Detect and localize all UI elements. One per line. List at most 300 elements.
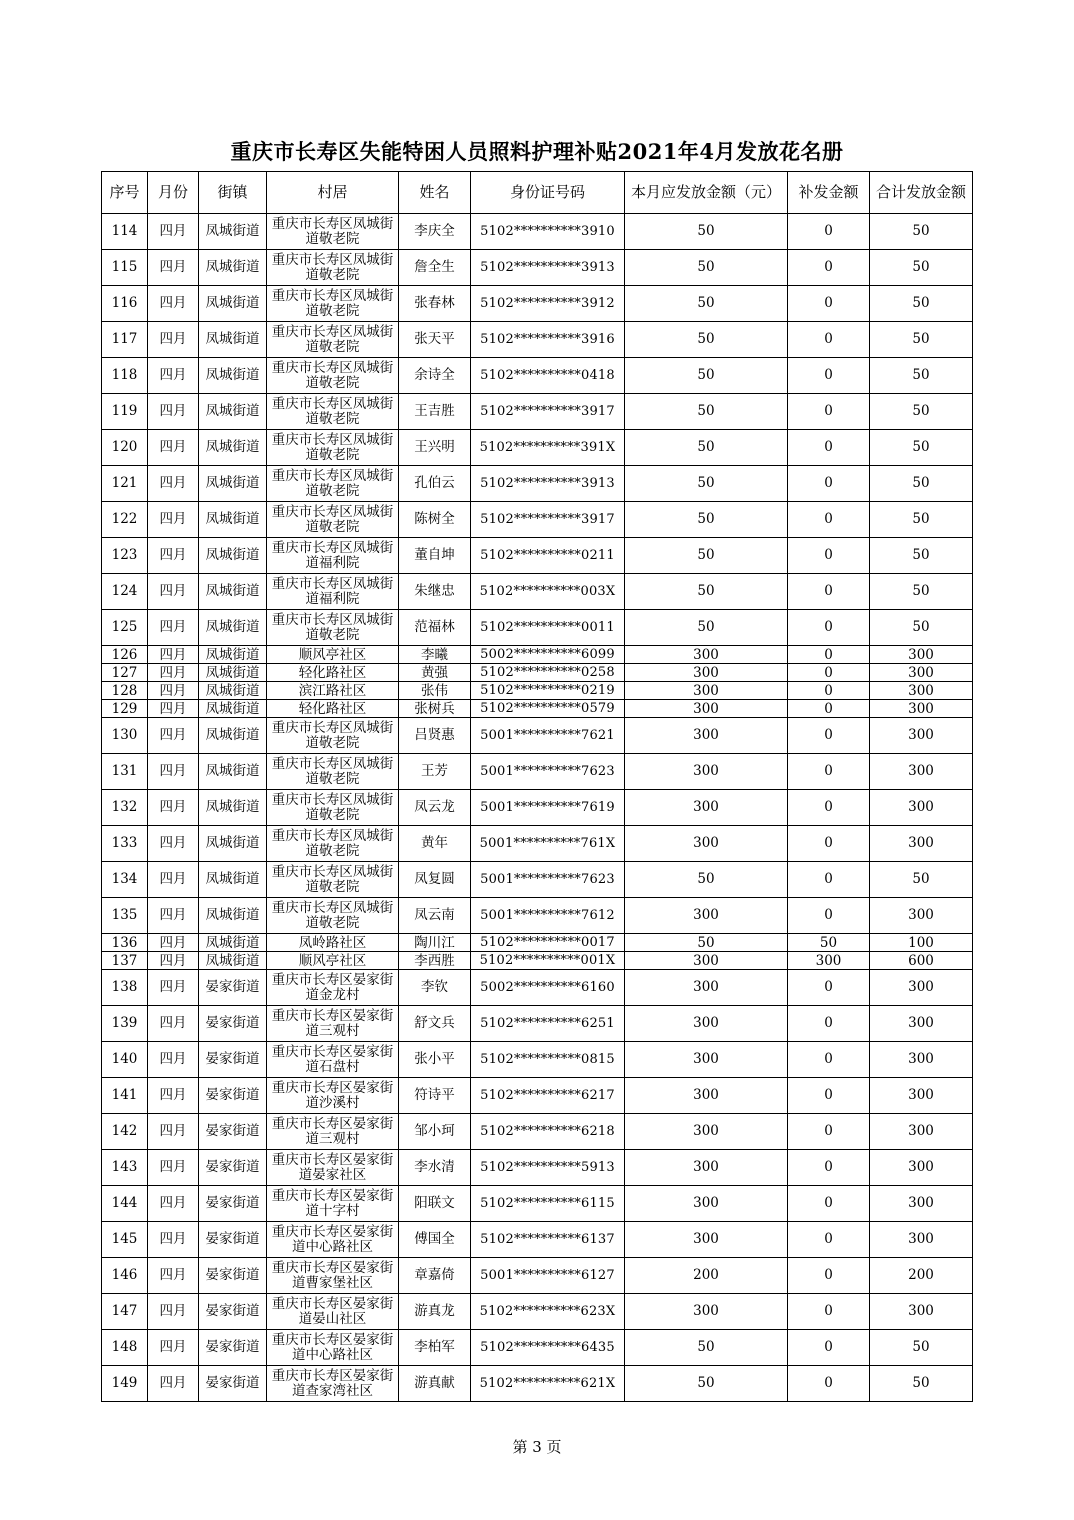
cell-index: 133 [102, 826, 148, 862]
cell-id-number: 5102**********6137 [471, 1222, 625, 1258]
cell-id-number: 5102**********5913 [471, 1150, 625, 1186]
cell-monthly-amount: 50 [625, 502, 788, 538]
cell-street: 凤城街道 [199, 934, 267, 952]
cell-street: 凤城街道 [199, 214, 267, 250]
table-row [102, 1006, 973, 1042]
cell-village: 重庆市长寿区凤城街道敬老院 [267, 790, 399, 826]
cell-village: 重庆市长寿区凤城街道敬老院 [267, 610, 399, 646]
cell-back-pay: 50 [788, 934, 870, 952]
cell-monthly-amount: 300 [625, 970, 788, 1006]
table-row [102, 322, 973, 358]
cell-street: 凤城街道 [199, 682, 267, 700]
cell-total: 200 [870, 1258, 973, 1294]
cell-village: 重庆市长寿区晏家街道曹家堡社区 [267, 1258, 399, 1294]
cell-id-number: 5102**********6115 [471, 1186, 625, 1222]
cell-index: 134 [102, 862, 148, 898]
cell-back-pay: 0 [788, 322, 870, 358]
cell-village: 顺风亭社区 [267, 952, 399, 970]
cell-monthly-amount: 50 [625, 1366, 788, 1402]
cell-back-pay: 0 [788, 610, 870, 646]
cell-index: 141 [102, 1078, 148, 1114]
cell-index: 127 [102, 664, 148, 682]
cell-name: 吕贤惠 [399, 718, 471, 754]
cell-monthly-amount: 300 [625, 1078, 788, 1114]
cell-total: 300 [870, 1006, 973, 1042]
cell-name: 朱继忠 [399, 574, 471, 610]
cell-month: 四月 [148, 610, 199, 646]
cell-id-number: 5102**********3912 [471, 286, 625, 322]
table-row [102, 1150, 973, 1186]
cell-back-pay: 0 [788, 1150, 870, 1186]
cell-back-pay: 0 [788, 1258, 870, 1294]
cell-street: 凤城街道 [199, 358, 267, 394]
cell-monthly-amount: 300 [625, 826, 788, 862]
cell-total: 50 [870, 394, 973, 430]
cell-month: 四月 [148, 250, 199, 286]
cell-id-number: 5001**********7621 [471, 718, 625, 754]
cell-index: 125 [102, 610, 148, 646]
cell-village: 重庆市长寿区凤城街道敬老院 [267, 394, 399, 430]
cell-street: 凤城街道 [199, 502, 267, 538]
cell-street: 晏家街道 [199, 1042, 267, 1078]
cell-total: 300 [870, 790, 973, 826]
cell-id-number: 5102**********391X [471, 430, 625, 466]
cell-name: 孔伯云 [399, 466, 471, 502]
header-name: 姓名 [399, 172, 471, 214]
cell-monthly-amount: 50 [625, 1330, 788, 1366]
cell-month: 四月 [148, 970, 199, 1006]
cell-back-pay: 0 [788, 1078, 870, 1114]
cell-total: 300 [870, 718, 973, 754]
cell-index: 144 [102, 1186, 148, 1222]
table-row [102, 682, 973, 700]
cell-street: 凤城街道 [199, 286, 267, 322]
cell-back-pay: 0 [788, 538, 870, 574]
cell-monthly-amount: 300 [625, 1042, 788, 1078]
cell-index: 135 [102, 898, 148, 934]
cell-street: 凤城街道 [199, 862, 267, 898]
cell-total: 50 [870, 502, 973, 538]
cell-village: 滨江路社区 [267, 682, 399, 700]
cell-month: 四月 [148, 754, 199, 790]
cell-village: 重庆市长寿区晏家街道晏山社区 [267, 1294, 399, 1330]
cell-street: 凤城街道 [199, 718, 267, 754]
cell-total: 100 [870, 934, 973, 952]
cell-village: 凤岭路社区 [267, 934, 399, 952]
cell-total: 300 [870, 1042, 973, 1078]
cell-total: 300 [870, 826, 973, 862]
cell-name: 张春林 [399, 286, 471, 322]
cell-village: 重庆市长寿区凤城街道敬老院 [267, 898, 399, 934]
cell-back-pay: 0 [788, 358, 870, 394]
cell-street: 晏家街道 [199, 1186, 267, 1222]
cell-village: 重庆市长寿区晏家街道金龙村 [267, 970, 399, 1006]
cell-street: 凤城街道 [199, 394, 267, 430]
cell-monthly-amount: 50 [625, 862, 788, 898]
cell-month: 四月 [148, 1366, 199, 1402]
cell-id-number: 5102**********3917 [471, 502, 625, 538]
cell-village: 重庆市长寿区凤城街道敬老院 [267, 826, 399, 862]
cell-total: 50 [870, 430, 973, 466]
cell-monthly-amount: 50 [625, 250, 788, 286]
cell-back-pay: 0 [788, 682, 870, 700]
cell-total: 600 [870, 952, 973, 970]
cell-back-pay: 0 [788, 718, 870, 754]
cell-index: 149 [102, 1366, 148, 1402]
cell-monthly-amount: 300 [625, 1222, 788, 1258]
cell-total: 50 [870, 1366, 973, 1402]
cell-name: 李庆全 [399, 214, 471, 250]
cell-month: 四月 [148, 718, 199, 754]
header-village: 村居 [267, 172, 399, 214]
cell-name: 章嘉倚 [399, 1258, 471, 1294]
cell-back-pay: 0 [788, 1222, 870, 1258]
cell-id-number: 5102**********001X [471, 952, 625, 970]
cell-monthly-amount: 300 [625, 1006, 788, 1042]
cell-month: 四月 [148, 538, 199, 574]
cell-month: 四月 [148, 1222, 199, 1258]
cell-id-number: 5102**********3916 [471, 322, 625, 358]
cell-month: 四月 [148, 214, 199, 250]
cell-back-pay: 0 [788, 574, 870, 610]
cell-village: 重庆市长寿区凤城街道敬老院 [267, 322, 399, 358]
cell-name: 王兴明 [399, 430, 471, 466]
cell-index: 116 [102, 286, 148, 322]
cell-street: 晏家街道 [199, 1330, 267, 1366]
cell-back-pay: 0 [788, 700, 870, 718]
cell-id-number: 5102**********0418 [471, 358, 625, 394]
cell-index: 139 [102, 1006, 148, 1042]
cell-back-pay: 0 [788, 790, 870, 826]
cell-monthly-amount: 50 [625, 934, 788, 952]
cell-village: 重庆市长寿区晏家街道查家湾社区 [267, 1366, 399, 1402]
cell-id-number: 5102**********3913 [471, 250, 625, 286]
cell-name: 陶川江 [399, 934, 471, 952]
cell-back-pay: 300 [788, 952, 870, 970]
cell-street: 凤城街道 [199, 430, 267, 466]
cell-street: 凤城街道 [199, 646, 267, 664]
table-row [102, 1186, 973, 1222]
cell-name: 余诗全 [399, 358, 471, 394]
table-row [102, 754, 973, 790]
cell-back-pay: 0 [788, 664, 870, 682]
cell-name: 黄年 [399, 826, 471, 862]
cell-name: 范福林 [399, 610, 471, 646]
cell-month: 四月 [148, 700, 199, 718]
cell-id-number: 5102**********6435 [471, 1330, 625, 1366]
cell-monthly-amount: 300 [625, 1294, 788, 1330]
cell-back-pay: 0 [788, 1114, 870, 1150]
cell-monthly-amount: 300 [625, 682, 788, 700]
cell-month: 四月 [148, 682, 199, 700]
cell-village: 重庆市长寿区凤城街道敬老院 [267, 286, 399, 322]
cell-id-number: 5102**********0579 [471, 700, 625, 718]
cell-index: 147 [102, 1294, 148, 1330]
cell-monthly-amount: 50 [625, 286, 788, 322]
cell-monthly-amount: 50 [625, 610, 788, 646]
table-row [102, 1078, 973, 1114]
cell-back-pay: 0 [788, 250, 870, 286]
header-monthly-amount: 本月应发放金额（元） [625, 172, 788, 214]
cell-month: 四月 [148, 286, 199, 322]
cell-street: 晏家街道 [199, 1222, 267, 1258]
cell-back-pay: 0 [788, 214, 870, 250]
cell-name: 张天平 [399, 322, 471, 358]
cell-village: 重庆市长寿区晏家街道中心路社区 [267, 1222, 399, 1258]
cell-back-pay: 0 [788, 430, 870, 466]
cell-village: 重庆市长寿区晏家街道三观村 [267, 1006, 399, 1042]
cell-total: 300 [870, 1294, 973, 1330]
cell-street: 晏家街道 [199, 970, 267, 1006]
cell-village: 重庆市长寿区凤城街道福利院 [267, 574, 399, 610]
cell-id-number: 5001**********7619 [471, 790, 625, 826]
cell-id-number: 5102**********0017 [471, 934, 625, 952]
cell-id-number: 5102**********6218 [471, 1114, 625, 1150]
cell-name: 黄强 [399, 664, 471, 682]
cell-month: 四月 [148, 952, 199, 970]
cell-street: 凤城街道 [199, 610, 267, 646]
cell-id-number: 5001**********7623 [471, 754, 625, 790]
table-row [102, 466, 973, 502]
table-row [102, 250, 973, 286]
cell-name: 凤云龙 [399, 790, 471, 826]
cell-monthly-amount: 50 [625, 466, 788, 502]
cell-index: 145 [102, 1222, 148, 1258]
header-month: 月份 [148, 172, 199, 214]
cell-street: 晏家街道 [199, 1366, 267, 1402]
cell-id-number: 5102**********623X [471, 1294, 625, 1330]
table-row [102, 826, 973, 862]
cell-street: 凤城街道 [199, 952, 267, 970]
cell-monthly-amount: 300 [625, 952, 788, 970]
table-row [102, 970, 973, 1006]
table-row [102, 502, 973, 538]
cell-monthly-amount: 300 [625, 646, 788, 664]
cell-index: 131 [102, 754, 148, 790]
cell-total: 50 [870, 862, 973, 898]
cell-street: 晏家街道 [199, 1114, 267, 1150]
cell-month: 四月 [148, 1330, 199, 1366]
table-row [102, 898, 973, 934]
table-row [102, 700, 973, 718]
table-row [102, 664, 973, 682]
cell-name: 符诗平 [399, 1078, 471, 1114]
cell-street: 晏家街道 [199, 1006, 267, 1042]
cell-street: 凤城街道 [199, 322, 267, 358]
cell-id-number: 5102**********6217 [471, 1078, 625, 1114]
table-row [102, 1222, 973, 1258]
cell-month: 四月 [148, 466, 199, 502]
cell-name: 詹全生 [399, 250, 471, 286]
cell-month: 四月 [148, 898, 199, 934]
cell-total: 300 [870, 1186, 973, 1222]
cell-back-pay: 0 [788, 970, 870, 1006]
cell-back-pay: 0 [788, 1042, 870, 1078]
cell-street: 凤城街道 [199, 250, 267, 286]
cell-name: 张伟 [399, 682, 471, 700]
cell-back-pay: 0 [788, 1186, 870, 1222]
cell-village: 重庆市长寿区凤城街道敬老院 [267, 466, 399, 502]
cell-id-number: 5102**********0815 [471, 1042, 625, 1078]
cell-monthly-amount: 200 [625, 1258, 788, 1294]
cell-total: 300 [870, 1150, 973, 1186]
cell-month: 四月 [148, 1006, 199, 1042]
cell-id-number: 5001**********7623 [471, 862, 625, 898]
cell-name: 王芳 [399, 754, 471, 790]
cell-month: 四月 [148, 322, 199, 358]
cell-village: 重庆市长寿区凤城街道福利院 [267, 538, 399, 574]
cell-monthly-amount: 300 [625, 898, 788, 934]
cell-name: 傅国全 [399, 1222, 471, 1258]
cell-total: 300 [870, 970, 973, 1006]
cell-monthly-amount: 50 [625, 574, 788, 610]
table-row [102, 646, 973, 664]
table-row [102, 574, 973, 610]
cell-monthly-amount: 300 [625, 700, 788, 718]
cell-street: 凤城街道 [199, 664, 267, 682]
cell-back-pay: 0 [788, 646, 870, 664]
cell-id-number: 5001**********6127 [471, 1258, 625, 1294]
cell-name: 邹小珂 [399, 1114, 471, 1150]
cell-month: 四月 [148, 1186, 199, 1222]
cell-index: 138 [102, 970, 148, 1006]
table-row [102, 358, 973, 394]
cell-monthly-amount: 50 [625, 430, 788, 466]
document-title: 重庆市长寿区失能特困人员照料护理补贴2021年4月发放花名册 [230, 139, 844, 164]
cell-id-number: 5002**********6099 [471, 646, 625, 664]
cell-back-pay: 0 [788, 862, 870, 898]
table-row [102, 862, 973, 898]
cell-village: 重庆市长寿区凤城街道敬老院 [267, 862, 399, 898]
cell-month: 四月 [148, 790, 199, 826]
cell-index: 143 [102, 1150, 148, 1186]
cell-id-number: 5102**********3913 [471, 466, 625, 502]
cell-village: 重庆市长寿区凤城街道敬老院 [267, 754, 399, 790]
cell-monthly-amount: 50 [625, 214, 788, 250]
table-row [102, 790, 973, 826]
cell-month: 四月 [148, 934, 199, 952]
cell-village: 轻化路社区 [267, 664, 399, 682]
cell-id-number: 5102**********3917 [471, 394, 625, 430]
cell-street: 晏家街道 [199, 1078, 267, 1114]
table-row [102, 538, 973, 574]
cell-name: 陈树全 [399, 502, 471, 538]
table-row [102, 1366, 973, 1402]
cell-name: 阳联文 [399, 1186, 471, 1222]
cell-name: 李水清 [399, 1150, 471, 1186]
cell-id-number: 5102**********3910 [471, 214, 625, 250]
cell-id-number: 5102**********0211 [471, 538, 625, 574]
page-number: 第 3 页 [512, 1438, 562, 1456]
cell-name: 张小平 [399, 1042, 471, 1078]
cell-index: 115 [102, 250, 148, 286]
cell-village: 重庆市长寿区凤城街道敬老院 [267, 214, 399, 250]
cell-name: 王吉胜 [399, 394, 471, 430]
cell-month: 四月 [148, 574, 199, 610]
cell-village: 重庆市长寿区凤城街道敬老院 [267, 430, 399, 466]
cell-total: 50 [870, 538, 973, 574]
table-row [102, 286, 973, 322]
cell-back-pay: 0 [788, 1294, 870, 1330]
cell-name: 凤云南 [399, 898, 471, 934]
table-row [102, 430, 973, 466]
cell-street: 凤城街道 [199, 826, 267, 862]
cell-index: 130 [102, 718, 148, 754]
cell-name: 张树兵 [399, 700, 471, 718]
cell-name: 李曦 [399, 646, 471, 664]
cell-back-pay: 0 [788, 898, 870, 934]
cell-street: 凤城街道 [199, 700, 267, 718]
cell-name: 李西胜 [399, 952, 471, 970]
header-street: 街镇 [199, 172, 267, 214]
table-row [102, 1294, 973, 1330]
cell-monthly-amount: 300 [625, 1114, 788, 1150]
cell-street: 晏家街道 [199, 1150, 267, 1186]
cell-total: 50 [870, 214, 973, 250]
cell-index: 148 [102, 1330, 148, 1366]
cell-total: 50 [870, 250, 973, 286]
cell-back-pay: 0 [788, 502, 870, 538]
cell-index: 132 [102, 790, 148, 826]
cell-monthly-amount: 300 [625, 1186, 788, 1222]
cell-month: 四月 [148, 1150, 199, 1186]
cell-total: 50 [870, 358, 973, 394]
cell-village: 重庆市长寿区凤城街道敬老院 [267, 250, 399, 286]
header-back-pay: 补发金额 [788, 172, 870, 214]
table-row [102, 934, 973, 952]
cell-index: 121 [102, 466, 148, 502]
cell-id-number: 5102**********6251 [471, 1006, 625, 1042]
cell-street: 晏家街道 [199, 1258, 267, 1294]
cell-index: 118 [102, 358, 148, 394]
cell-month: 四月 [148, 862, 199, 898]
cell-index: 120 [102, 430, 148, 466]
cell-id-number: 5102**********0219 [471, 682, 625, 700]
cell-monthly-amount: 300 [625, 664, 788, 682]
cell-month: 四月 [148, 1294, 199, 1330]
cell-total: 300 [870, 1114, 973, 1150]
cell-village: 重庆市长寿区晏家街道中心路社区 [267, 1330, 399, 1366]
cell-index: 142 [102, 1114, 148, 1150]
cell-street: 晏家街道 [199, 1294, 267, 1330]
cell-month: 四月 [148, 502, 199, 538]
cell-index: 117 [102, 322, 148, 358]
subsidy-roster-table [101, 171, 973, 1402]
cell-total: 50 [870, 574, 973, 610]
cell-village: 轻化路社区 [267, 700, 399, 718]
cell-index: 122 [102, 502, 148, 538]
cell-street: 凤城街道 [199, 538, 267, 574]
cell-total: 300 [870, 646, 973, 664]
cell-village: 重庆市长寿区凤城街道敬老院 [267, 718, 399, 754]
cell-total: 50 [870, 610, 973, 646]
cell-village: 重庆市长寿区晏家街道沙溪村 [267, 1078, 399, 1114]
cell-month: 四月 [148, 1042, 199, 1078]
cell-month: 四月 [148, 394, 199, 430]
cell-back-pay: 0 [788, 286, 870, 322]
header-row [102, 172, 973, 214]
table-row [102, 610, 973, 646]
cell-id-number: 5102**********0011 [471, 610, 625, 646]
cell-street: 凤城街道 [199, 574, 267, 610]
cell-village: 重庆市长寿区凤城街道敬老院 [267, 358, 399, 394]
cell-village: 顺风亭社区 [267, 646, 399, 664]
cell-name: 李柏军 [399, 1330, 471, 1366]
cell-month: 四月 [148, 826, 199, 862]
header-total: 合计发放金额 [870, 172, 973, 214]
cell-total: 50 [870, 286, 973, 322]
cell-month: 四月 [148, 1258, 199, 1294]
